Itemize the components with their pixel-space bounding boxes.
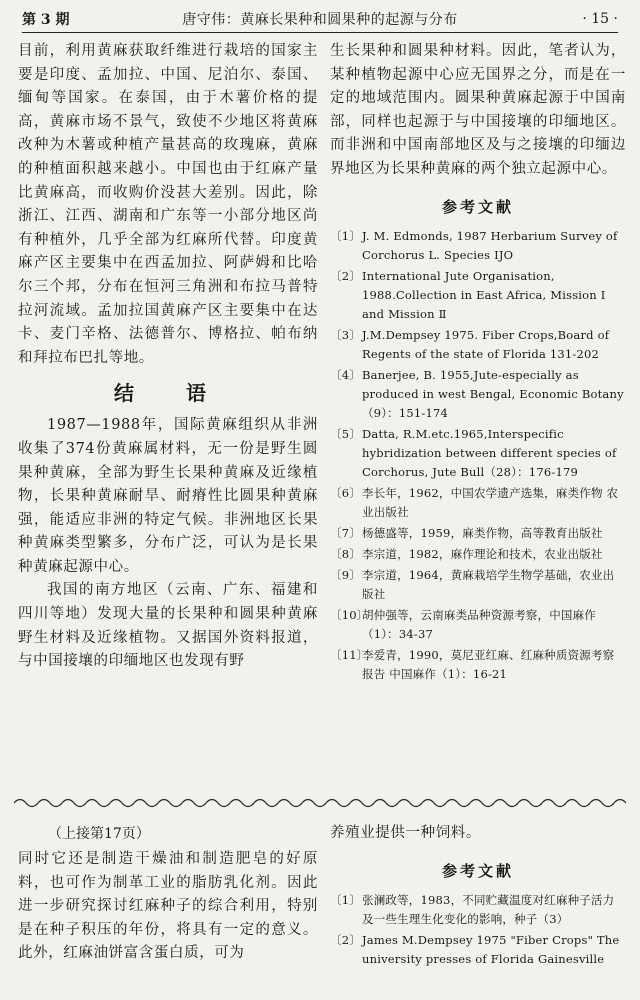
- running-title: 唐守伟：黄麻长果种和圆果种的起源与分布: [182, 12, 458, 28]
- reference-text: 李宗道，1964，黄麻栽培学生物学基础，农业出版社: [362, 567, 615, 601]
- reference-number: 〔7〕: [330, 525, 361, 540]
- reference-number: 〔9〕: [330, 567, 361, 582]
- reference-item: [330, 484, 626, 522]
- reference-number: 〔2〕: [330, 268, 361, 283]
- body-paragraph: 生长果种和圆果种材料。因此，笔者认为，某种植物起源中心应无国界之分，而是在一定的地域范围内。圆果种黄麻起源于中国南部，同样也起源于与中国接壤的印缅地区。而非洲和中国南部地区及与之接壤的印缅边界地区为长果种黄麻的两个独立起源中心。: [330, 43, 626, 177]
- reference-item: [330, 267, 626, 324]
- reference-number: 〔1〕: [330, 228, 361, 243]
- reference-list: [330, 891, 626, 969]
- reference-item: [330, 931, 626, 969]
- reference-item: [330, 425, 626, 482]
- reference-item: [330, 891, 626, 929]
- reference-text: 李长年，1962，中国农学遗产选集，麻类作物 农业出版社: [362, 485, 619, 519]
- reference-item: [330, 524, 626, 543]
- reference-text: 杨德盛等，1959，麻类作物，高等教育出版社: [362, 525, 603, 540]
- continuation-note: （上接第17页）: [48, 826, 150, 842]
- reference-number: 〔2〕: [330, 932, 361, 947]
- reference-item: [330, 326, 626, 364]
- page-number: · 15 ·: [582, 11, 618, 27]
- reference-item: [330, 606, 626, 644]
- reference-number: 〔1〕: [330, 892, 361, 907]
- reference-text: 李爱青，1990，莫尼亚红麻、红麻种质资源考察报告 中国麻作（1）：16-21: [362, 647, 615, 681]
- reference-item: [330, 227, 626, 265]
- running-header: [22, 6, 618, 33]
- reference-text: 张澜政等，1983，不同贮藏温度对红麻种子活力及一些生理生化变化的影响，种子（3）: [362, 892, 615, 926]
- section-title-conclusion: 结 语: [114, 381, 222, 406]
- reference-text: James M.Dempsey 1975 "Fiber Crops" The university presses of Florida Gainesville: [362, 932, 620, 966]
- reference-number: 〔6〕: [330, 485, 361, 500]
- reference-item: [330, 545, 626, 564]
- reference-text: International Jute Organisation, 1988.Collection in East Africa, Mission I and Mission Ⅱ: [362, 268, 606, 321]
- reference-list: [330, 227, 626, 684]
- reference-number: 〔11〕: [330, 647, 369, 662]
- body-paragraph: 养殖业提供一种饲料。: [330, 825, 481, 841]
- reference-text: Banerjee, B. 1955,Jute-especially as produced in west Bengal, Economic Botany （9）：151-174: [362, 367, 624, 420]
- reference-number: 〔3〕: [330, 327, 361, 342]
- reference-text: 胡仲强等，云南麻类品种资源考察，中国麻作（1）：34-37: [362, 607, 596, 641]
- left-column: [18, 40, 318, 674]
- body-paragraph: 1987—1988年，国际黄麻组织从非洲收集了374份黄麻属材料，无一份是野生圆果种黄麻，全部为野生长果种黄麻及近缘植物，长果种黄麻耐旱、耐瘠性比圆果种黄麻强，能适应非洲的特定气候。非洲地区长果种黄麻类型繁多，分布广泛，可认为是长果种黄麻起源中心。: [18, 417, 318, 575]
- references-title: 参考文献: [441, 197, 514, 216]
- right-column: [330, 40, 626, 686]
- wavy-divider: [14, 796, 626, 810]
- references-title: 参考文献: [441, 861, 514, 880]
- body-paragraph: 目前，利用黄麻获取纤维进行栽培的国家主要是印度、孟加拉、中国、尼泊尔、泰国、缅甸等国家。在泰国，由于木薯价格的提高，黄麻市场不景气，致使不少地区将黄麻改种为木薯或种植产量甚高的玫瑰麻，黄麻的种植面积越来越小。中国也由于红麻产量比黄麻高，而收购价没甚大差别。因此，除浙江、江西、湖南和广东等一小部分地区尚有种植外，几乎全部为红麻所代替。印度黄麻产区主要集中在西孟加拉、阿萨姆和比哈尔三个邦，分布在恒河三角洲和布拉马普特拉河流域。孟加拉国黄麻产区主要集中在达卡、麦门辛格、法德普尔、博格拉、帕布纳和拜拉布巴扎等地。: [18, 43, 318, 366]
- lower-right-column: [330, 822, 626, 971]
- issue-label: 第 3 期: [22, 12, 70, 28]
- body-paragraph: 我国的南方地区（云南、广东、福建和四川等地）发现大量的长果种和圆果种黄麻野生材料及近缘植物。又据国外资料报道，与中国接壤的印缅地区也发现有野: [18, 582, 318, 670]
- lower-left-column: [18, 822, 318, 966]
- reference-number: 〔4〕: [330, 367, 361, 382]
- reference-text: 李宗道，1982，麻作理论和技术，农业出版社: [362, 546, 603, 561]
- reference-text: J. M. Edmonds, 1987 Herbarium Survey of Corchorus L. Species IJO: [362, 228, 618, 262]
- body-paragraph: 同时它还是制造干燥油和制造肥皂的好原料，也可作为制革工业的脂肪乳化剂。因此进一步研究探讨红麻种子的综合利用，特别是在种子积压的年份，将具有一定的意义。此外，红麻油饼富含蛋白质，可为: [18, 851, 318, 962]
- reference-text: Datta, R.M.etc.1965,Interspecific hybridization between different species of Corchorus, Jute Bull（28）：176-179: [362, 426, 617, 479]
- reference-number: 〔8〕: [330, 546, 361, 561]
- reference-number: 〔5〕: [330, 426, 361, 441]
- reference-number: 〔10〕: [330, 607, 369, 622]
- reference-item: [330, 646, 626, 684]
- reference-item: [330, 366, 626, 423]
- reference-text: J.M.Dempsey 1975. Fiber Crops,Board of Regents of the state of Florida 131-202: [362, 327, 610, 361]
- reference-item: [330, 566, 626, 604]
